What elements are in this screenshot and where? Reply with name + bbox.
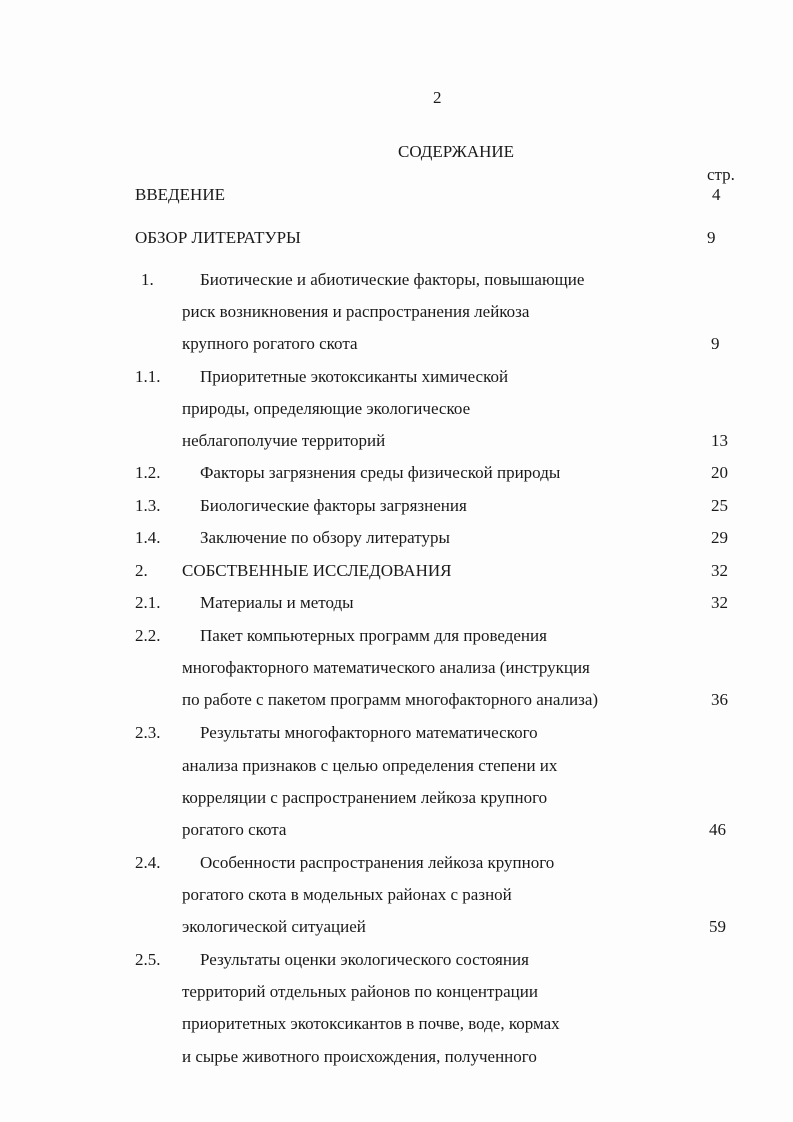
toc-entry-page: 25: [711, 496, 728, 515]
toc-entry-line: анализа признаков с целью определения степени их: [182, 756, 558, 775]
toc-entry-number: 2.2.: [135, 626, 161, 645]
toc-entry-line: крупного рогатого скота: [182, 334, 358, 353]
toc-entry-line: неблагополучие территорий: [182, 431, 386, 450]
toc-entry-page: 9: [707, 228, 716, 247]
toc-entry-page: 13: [711, 431, 728, 450]
toc-entry-page: 46: [709, 820, 726, 839]
toc-entry-number: 2.4.: [135, 853, 161, 872]
toc-entry-line: риск возникновения и распространения лейкоза: [182, 302, 530, 321]
toc-entry-number: 2.3.: [135, 723, 161, 742]
toc-entry-page: 29: [711, 528, 728, 547]
toc-entry-line: Материалы и методы: [200, 593, 354, 612]
toc-entry-page: 59: [709, 917, 726, 936]
toc-entry-page: 4: [712, 185, 721, 204]
toc-entry-number: 2.1.: [135, 593, 161, 612]
toc-entry-line: СОБСТВЕННЫЕ ИССЛЕДОВАНИЯ: [182, 561, 452, 580]
toc-entry-line: Биотические и абиотические факторы, повышающие: [200, 270, 585, 289]
toc-entry-line: многофакторного математического анализа (инструкция: [182, 658, 590, 677]
toc-entry-line: территорий отдельных районов по концентрации: [182, 982, 538, 1001]
toc-entry-line: Пакет компьютерных программ для проведения: [200, 626, 547, 645]
page-column-header: стр.: [707, 165, 735, 184]
toc-entry-line: корреляции с распространением лейкоза крупного: [182, 788, 548, 807]
toc-entry-line: природы, определяющие экологическое: [182, 399, 471, 418]
toc-entry-line: экологической ситуацией: [182, 917, 366, 936]
toc-entry-line: Заключение по обзору литературы: [200, 528, 450, 547]
toc-entry-number: 1.1.: [135, 367, 161, 386]
toc-entry-page: 36: [711, 690, 728, 709]
toc-entry-title: ВВЕДЕНИЕ: [135, 185, 225, 204]
toc-entry-page: 9: [711, 334, 720, 353]
toc-entry-page: 32: [711, 561, 728, 580]
toc-entry-number: 1.2.: [135, 463, 161, 482]
toc-entry-line: Особенности распространения лейкоза крупного: [200, 853, 555, 872]
toc-entry-line: Факторы загрязнения среды физической природы: [200, 463, 561, 482]
toc-entry-line: по работе с пакетом программ многофакторного анализа): [182, 690, 599, 709]
page-number: 2: [433, 88, 442, 107]
toc-entry-title: ОБЗОР ЛИТЕРАТУРЫ: [135, 228, 301, 247]
toc-entry-line: Биологические факторы загрязнения: [200, 496, 467, 515]
toc-entry-number: 2.: [135, 561, 148, 580]
toc-entry-line: приоритетных экотоксикантов в почве, воде, кормах: [182, 1014, 560, 1033]
toc-entry-page: 20: [711, 463, 728, 482]
toc-entry-line: и сырье животного происхождения, полученного: [182, 1047, 537, 1066]
toc-entry-line: рогатого скота в модельных районах с разной: [182, 885, 512, 904]
toc-entry-number: 1.: [141, 270, 154, 289]
toc-entry-line: рогатого скота: [182, 820, 287, 839]
toc-entry-line: Результаты оценки экологического состояния: [200, 950, 529, 969]
toc-entry-line: Результаты многофакторного математического: [200, 723, 538, 742]
toc-entry-page: 32: [711, 593, 728, 612]
toc-entry-number: 1.3.: [135, 496, 161, 515]
toc-entry-line: Приоритетные экотоксиканты химической: [200, 367, 509, 386]
toc-entry-number: 2.5.: [135, 950, 161, 969]
toc-title: СОДЕРЖАНИЕ: [398, 142, 515, 161]
toc-entry-number: 1.4.: [135, 528, 161, 547]
